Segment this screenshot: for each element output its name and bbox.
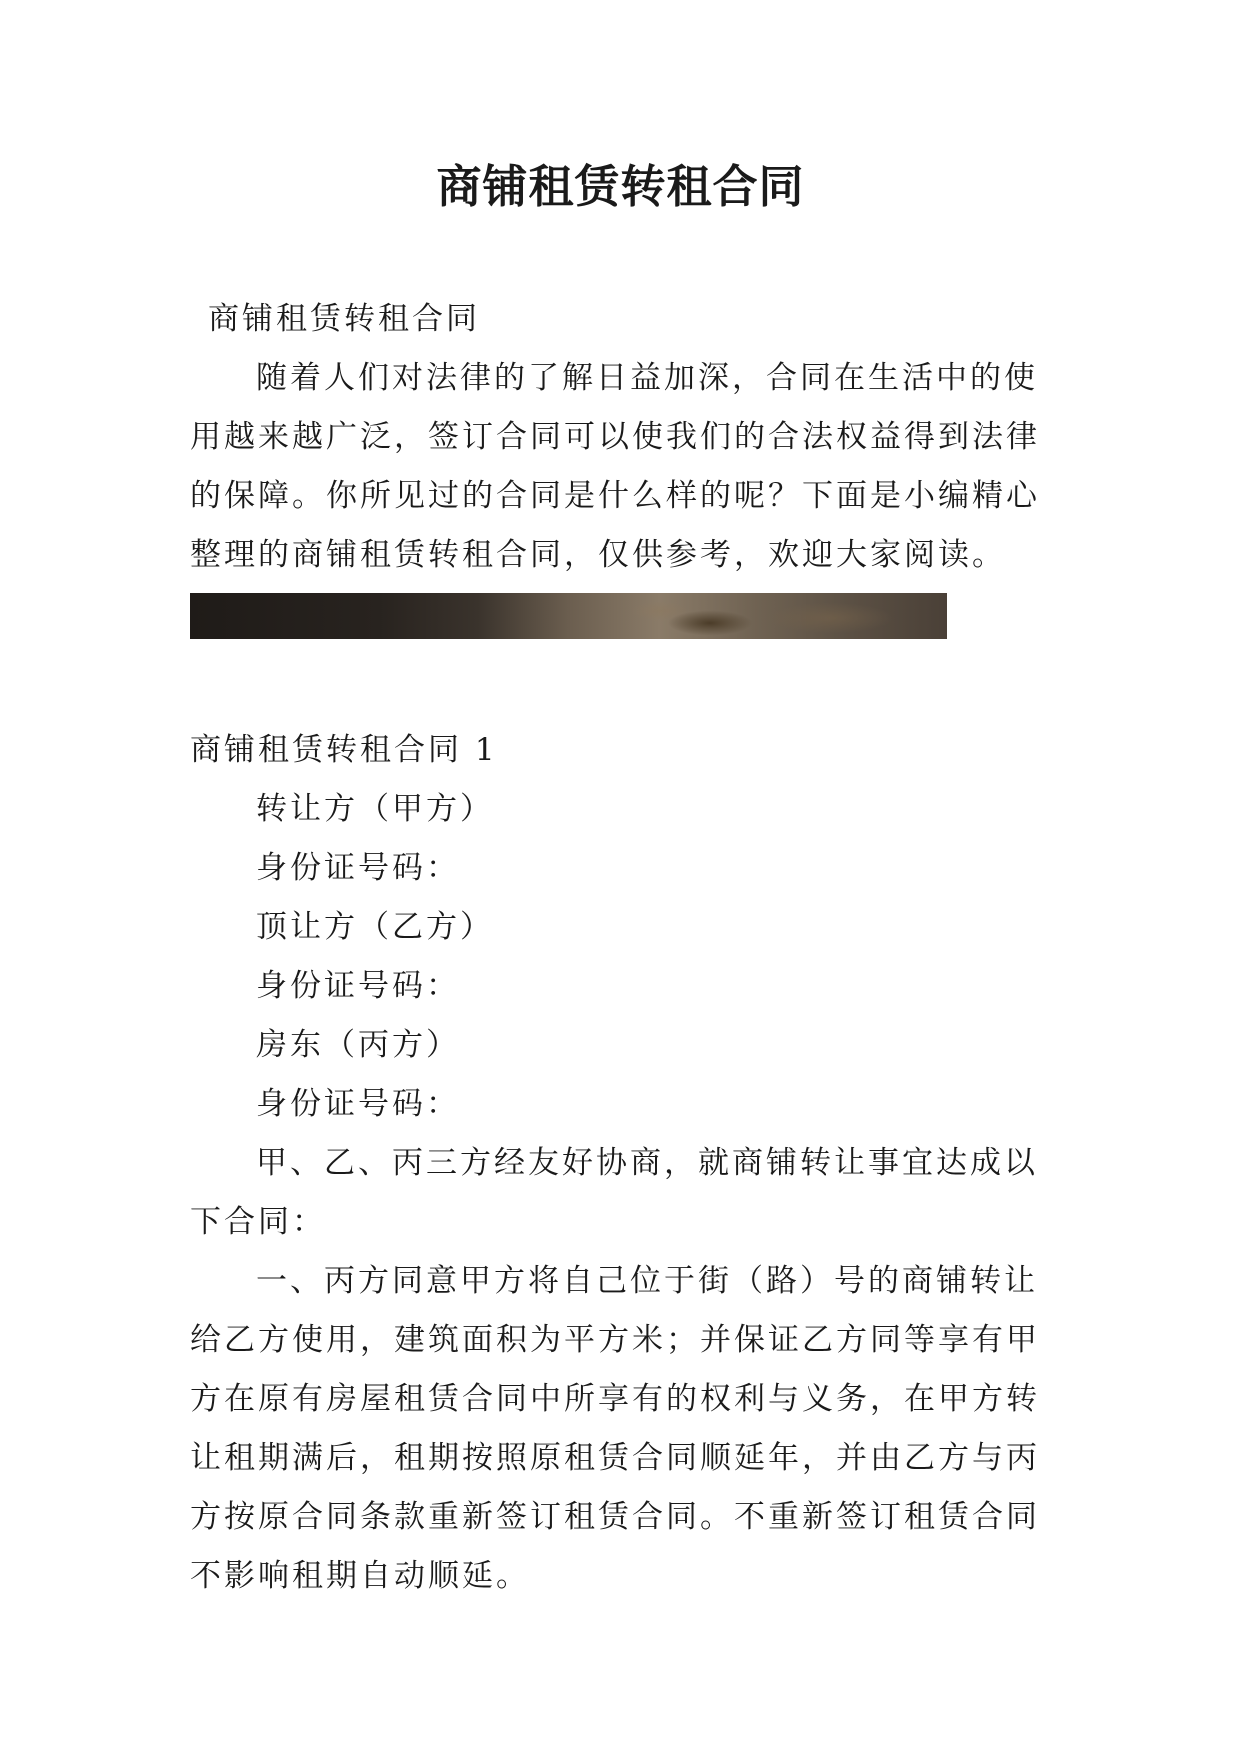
clause-paragraph: 一、丙方同意甲方将自己位于街（路）号的商铺转让给乙方使用，建筑面积为平方米；并保证乙方同等享有甲方在原有房屋租赁合同中所享有的权利与义务，在甲方转让租期满后，租期按照原租赁合同顺延年，并由乙方与丙方按原合同条款重新签订租赁合同。不重新签订租赁合同不影响租期自动顺延。 <box>190 1263 1040 1594</box>
id-number-line: 身份证号码： <box>256 968 460 1004</box>
id-number-line: 身份证号码： <box>256 850 460 886</box>
document-body <box>190 290 1056 1606</box>
agreement-paragraph: 甲、乙、丙三方经友好协商，就商铺转让事宜达成以下合同： <box>190 1145 1038 1240</box>
document-subtitle: 商铺租赁转租合同 <box>208 301 480 337</box>
transferee-line: 顶让方（乙方） <box>256 909 494 945</box>
section-heading: 商铺租赁转租合同 1 <box>190 732 498 768</box>
spacer <box>190 639 1056 721</box>
landlord-line: 房东（丙方） <box>256 1027 460 1063</box>
transferor-line: 转让方（甲方） <box>256 791 494 827</box>
document-title: 商铺租赁转租合同 <box>436 160 805 213</box>
id-number-line: 身份证号码： <box>256 1086 460 1122</box>
intro-paragraph: 随着人们对法律的了解日益加深，合同在生活中的使用越来越广泛，签订合同可以使我们的合法权益得到法律的保障。你所见过的合同是什么样的呢？下面是小编精心整理的商铺租赁转租合同，仅供参考，欢迎大家阅读。 <box>190 360 1040 573</box>
banner-image <box>190 593 947 639</box>
